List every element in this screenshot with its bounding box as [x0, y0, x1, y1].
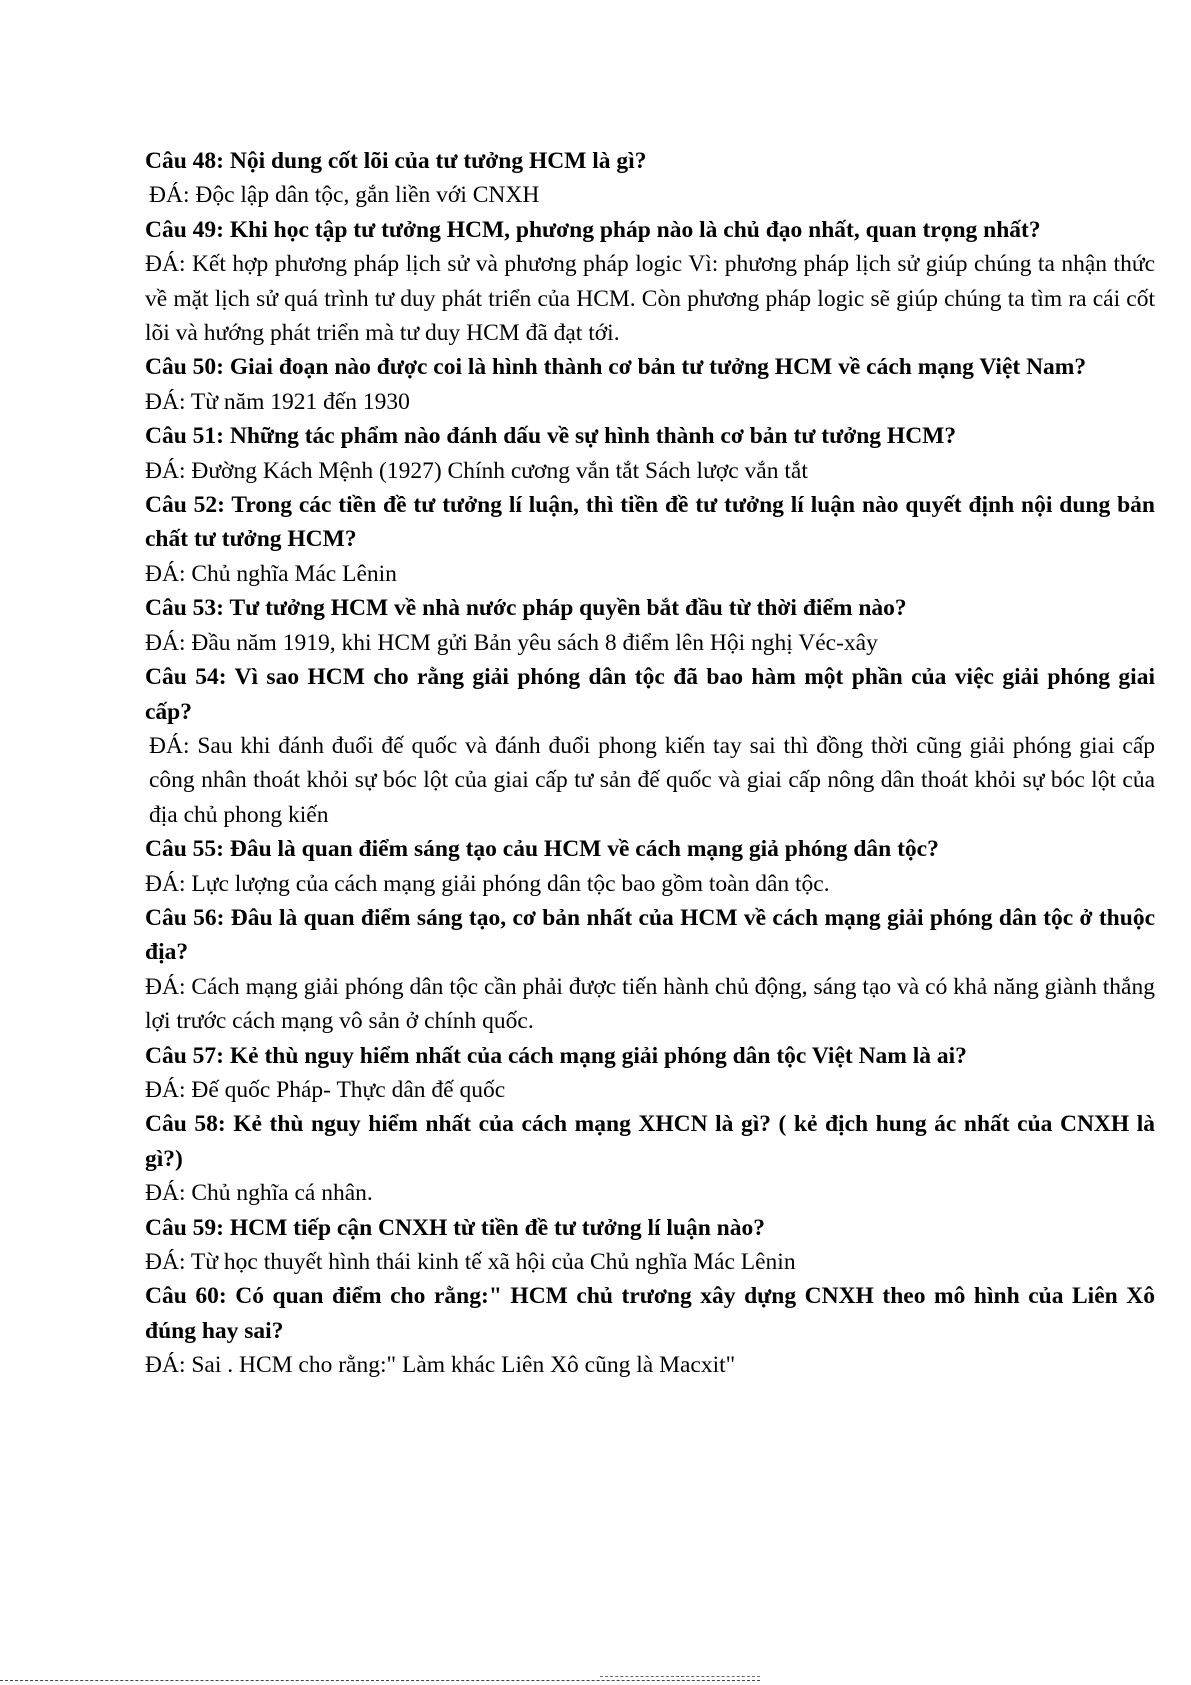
footer-divider — [0, 1680, 760, 1681]
answer-50: ĐÁ: Từ năm 1921 đến 1930 — [145, 388, 410, 415]
question-57: Câu 57: Kẻ thù nguy hiểm nhất của cách mạng giải phóng dân tộc Việt Nam là ai? — [145, 1042, 967, 1069]
question-58: Câu 58: Kẻ thù nguy hiểm nhất của cách mạng XHCN là gì? ( kẻ địch hung ác nhất của CNXH là gì?) — [145, 1111, 1155, 1172]
answer-56: ĐÁ: Cách mạng giải phóng dân tộc cần phải được tiến hành chủ động, sáng tạo và có khả năng giành thắng lợi trước cách mạng vô sản ở chính quốc. — [145, 973, 1155, 1035]
footer-divider-short — [600, 1676, 760, 1677]
question-49: Câu 49: Khi học tập tư tưởng HCM, phương pháp nào là chủ đạo nhất, quan trọng nhất? — [145, 216, 1041, 243]
answer-49: ĐÁ: Kết hợp phương pháp lịch sử và phương pháp logic Vì: phương pháp lịch sử giúp chúng ta nhận thức về mặt lịch sử quá trình tư duy phát triển của HCM. Còn phương pháp logic sẽ giúp chúng ta tìm ra cái cốt lõi và hướng phát triển mà tư duy HCM đã đạt tới. — [145, 251, 1155, 347]
question-55: Câu 55: Đâu là quan điểm sáng tạo cảu HCM về cách mạng giả phóng dân tộc? — [145, 836, 939, 863]
question-54: Câu 54: Vì sao HCM cho rằng giải phóng dân tộc đã bao hàm một phần của việc giải phóng giai cấp? — [145, 664, 1155, 725]
answer-57: ĐÁ: Đế quốc Pháp- Thực dân đế quốc — [145, 1076, 506, 1103]
answer-60: ĐÁ: Sai . HCM cho rằng:" Làm khác Liên Xô cũng là Macxit" — [145, 1352, 736, 1379]
question-60: Câu 60: Có quan điểm cho rằng:" HCM chủ trương xây dựng CNXH theo mô hình của Liên Xô đúng hay sai? — [145, 1283, 1155, 1344]
answer-53: ĐÁ: Đầu năm 1919, khi HCM gửi Bản yêu sách 8 điểm lên Hội nghị Véc-xây — [145, 629, 878, 656]
answer-58: ĐÁ: Chủ nghĩa cá nhân. — [145, 1180, 373, 1207]
answer-55: ĐÁ: Lực lượng của cách mạng giải phóng dân tộc bao gồm toàn dân tộc. — [145, 870, 830, 897]
question-50: Câu 50: Giai đoạn nào được coi là hình thành cơ bản tư tưởng HCM về cách mạng Việt Nam? — [145, 354, 1087, 381]
question-48: Câu 48: Nội dung cốt lõi của tư tưởng HCM là gì? — [145, 148, 647, 174]
document-page — [145, 144, 1155, 1383]
answer-51: ĐÁ: Đường Kách Mệnh (1927) Chính cương vắn tắt Sách lược vắn tắt — [145, 457, 808, 484]
question-59: Câu 59: HCM tiếp cận CNXH từ tiền đề tư tưởng lí luận nào? — [145, 1214, 765, 1241]
answer-52: ĐÁ: Chủ nghĩa Mác Lênin — [145, 560, 397, 587]
answer-59: ĐÁ: Từ học thuyết hình thái kinh tế xã hội của Chủ nghĩa Mác Lênin — [145, 1249, 796, 1275]
question-53: Câu 53: Tư tưởng HCM về nhà nước pháp quyền bắt đầu từ thời điểm nào? — [145, 595, 907, 622]
question-56: Câu 56: Đâu là quan điểm sáng tạo, cơ bản nhất của HCM về cách mạng giải phóng dân tộc ở thuộc địa? — [145, 904, 1155, 966]
answer-54: ĐÁ: Sau khi đánh đuổi đế quốc và đánh đuổi phong kiến tay sai thì đồng thời cũng giải phóng giai cấp công nhân thoát khỏi sự bóc lột của giai cấp tư sản đế quốc và giai cấp nông dân thoát khỏi sự bóc lột của địa chủ phong kiến — [149, 732, 1155, 828]
answer-48: ĐÁ: Độc lập dân tộc, gắn liền với CNXH — [149, 182, 540, 209]
question-52: Câu 52: Trong các tiền đề tư tưởng lí luận, thì tiền đề tư tưởng lí luận nào quyết định nội dung bản chất tư tưởng HCM? — [145, 492, 1155, 553]
question-51: Câu 51: Những tác phẩm nào đánh dấu về sự hình thành cơ bản tư tưởng HCM? — [145, 423, 957, 450]
